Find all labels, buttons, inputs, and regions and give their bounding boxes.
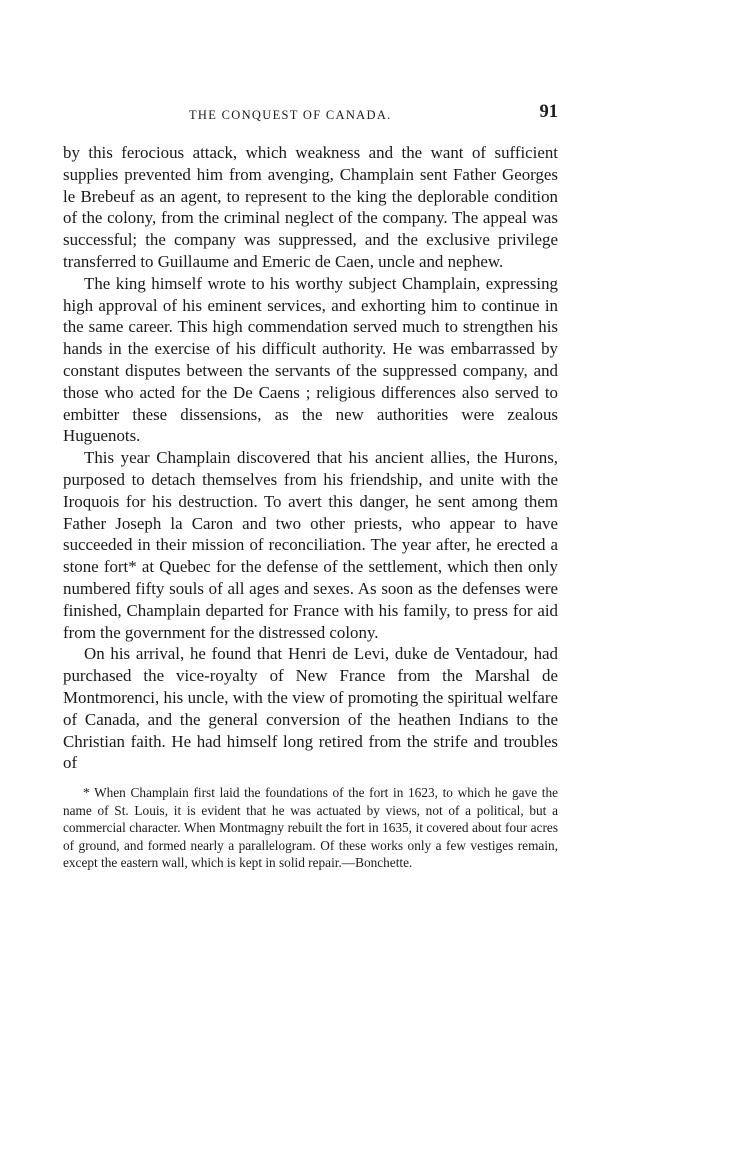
page-header xyxy=(63,104,558,130)
footnote: * When Champlain first laid the foundations of the fort in 1623, to which he gave the name of St. Louis, it is evident that he was actuated by views, not of a political, but a commercial character. When Montmagny rebuilt the fort in 1635, it covered about four acres of ground, and formed nearly a parallelogram. Of these works only a few vestiges remain, except the eastern wall, which is kept in solid repair.—Bonchette. xyxy=(63,785,558,871)
body-text xyxy=(63,142,558,774)
paragraph-3: This year Champlain discovered that his ancient allies, the Hurons, purposed to detach themselves from his friendship, and unite with the Iroquois for his destruction. To avert this danger, he sent among them Father Joseph la Caron and two other priests, who appear to have succeeded in their mission of reconciliation. The year after, he erected a stone fort* at Quebec for the defense of the settlement, which then only numbered fifty souls of all ages and sexes. As soon as the defenses were finished, Champlain departed for France with his family, to press for aid from the government for the distressed colony. xyxy=(63,448,558,642)
paragraph-4: On his arrival, he found that Henri de Levi, duke de Ventadour, had purchased the vice-royalty of New France from the Marshal de Montmorenci, his uncle, with the view of promoting the spiritual welfare of Canada, and the general conversion of the heathen Indians to the Christian faith. He had himself long retired from the strife and troubles of xyxy=(63,644,558,773)
page-number: 91 xyxy=(539,102,558,122)
paragraph-1: by this ferocious attack, which weakness and the want of sufficient supplies prevented him from avenging, Champlain sent Father Georges le Brebeuf as an agent, to represent to the king the deplorable condition of the colony, from the criminal neglect of the company. The appeal was successful; the company was suppressed, and the exclusive privilege transferred to Guillaume and Emeric de Caen, uncle and nephew. xyxy=(63,143,558,271)
paragraph-2: The king himself wrote to his worthy subject Champlain, expressing high approval of his eminent services, and exhorting him to continue in the same career. This high commendation served much to strengthen his hands in the exercise of his difficult authority. He was embarrassed by constant disputes between the servants of the suppressed company, and those who acted for the De Caens ; religious differences also served to embitter these dissensions, as the new authorities were zealous Huguenots. xyxy=(63,273,558,446)
book-page xyxy=(63,104,558,872)
running-head: THE CONQUEST OF CANADA. xyxy=(189,108,392,122)
